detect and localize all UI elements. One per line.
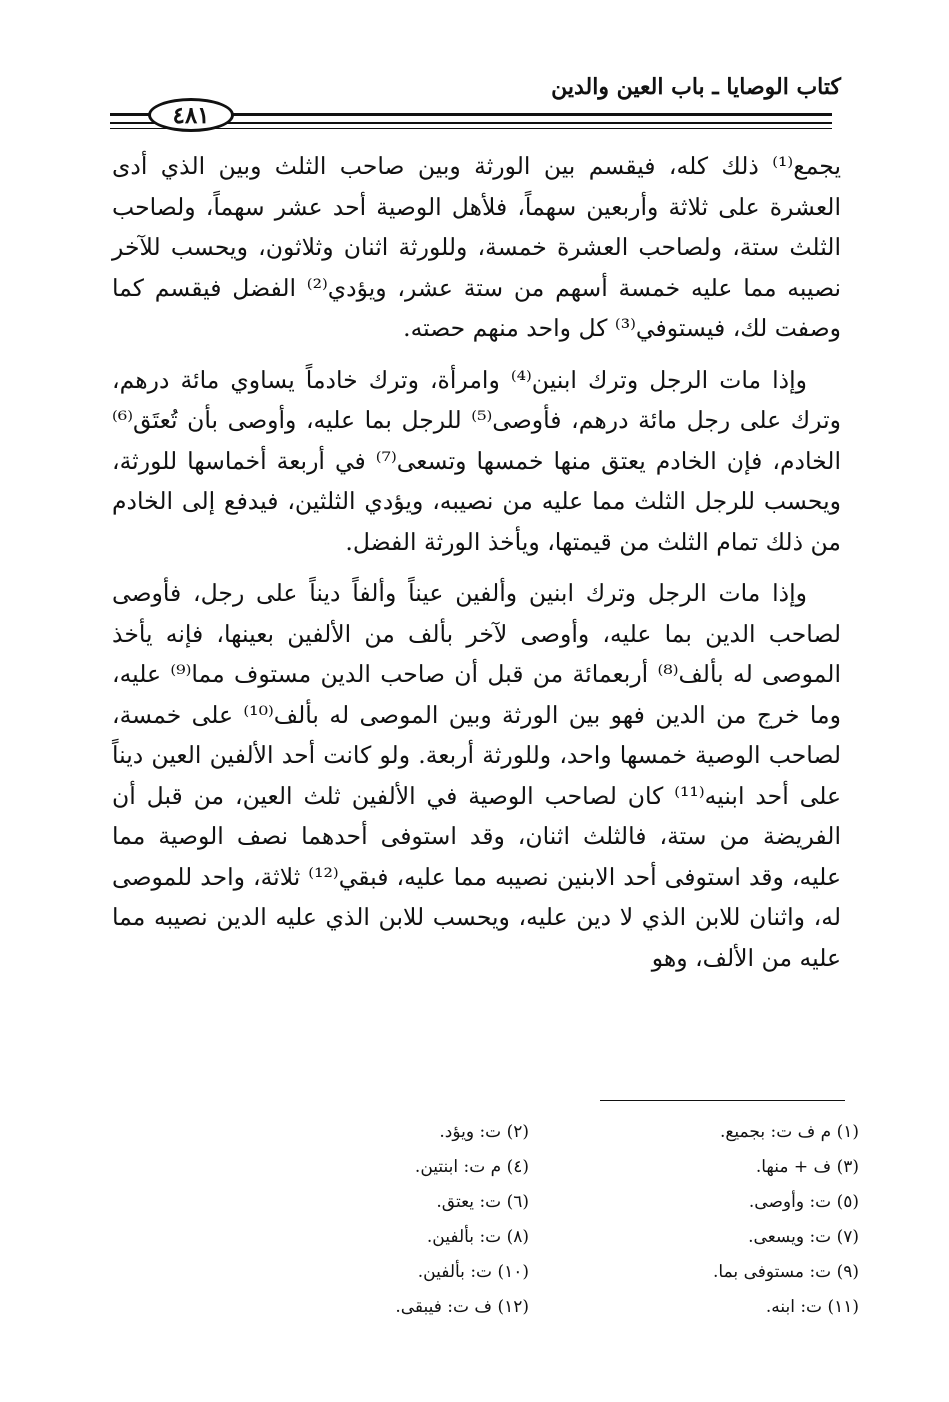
footnote-item: (٧) ت: ويسعى.	[748, 1227, 859, 1247]
page-number-badge	[148, 98, 234, 132]
footnote-item: (٢) ت: ويؤد.	[439, 1122, 529, 1142]
footnote-item: (١١) ت: ابنه.	[765, 1297, 859, 1317]
footnote-item: (٦) ت: يعتق.	[436, 1192, 529, 1212]
paragraph: وإذا مات الرجل وترك ابنين⁽⁴⁾ وامرأة، وترك خادماً يساوي مائة درهم، وترك على رجل مائة درهم، فأوصى⁽⁵⁾ للرجل بما عليه، وأوصى بأن تُعتَق⁽⁶⁾ الخادم، فإن الخادم يعتق منها خمسها وتسعى⁽⁷⁾ في أربعة أخماسها للورثة، ويحسب للرجل الثلث مما عليه من نصيبه، ويؤدي الثلثين، فيدفع إلى الخادم من ذلك تمام الثلث من قيمتها، ويأخذ الورثة الفضل.	[112, 365, 841, 556]
footnote-item: (١٢) ف ت: فيبقى.	[395, 1297, 529, 1317]
footnote-item: (٩) ت: مستوفى بما.	[713, 1262, 859, 1282]
footnote-item: (٥) ت: وأوصى.	[748, 1192, 859, 1212]
footnote-item: (٤) م ت: ابنتين.	[414, 1157, 529, 1177]
header-rule-thin	[110, 128, 832, 129]
page-number: ٤٨١	[172, 101, 210, 129]
footnote-item: (٣) ف + منها.	[755, 1157, 859, 1177]
footnote-item: (٨) ت: بألفين.	[426, 1227, 529, 1247]
main-text	[112, 146, 841, 989]
footnote-separator	[600, 1100, 845, 1101]
footnote-item: (١) م ف ت: بجميع.	[719, 1122, 859, 1142]
footnote-item: (١٠) ت: بألفين.	[417, 1262, 529, 1282]
footnotes	[290, 1116, 859, 1324]
running-header-title: كتاب الوصايا ـ باب العين والدين	[551, 74, 841, 100]
paragraph: وإذا مات الرجل وترك ابنين وألفين عيناً وألفاً ديناً على رجل، فأوصى لصاحب الدين بما عليه، وأوصى لآخر بألف من الألفين بعينها، فإنه يأخذ الموصى له بألف⁽⁸⁾ أربعمائة من قبل أن صاحب الدين مستوف مما⁽⁹⁾ عليه، وما خرج من الدين فهو بين الورثة وبين الموصى له بألف⁽¹⁰⁾ على خمسة، لصاحب الوصية خمسها واحد، وللورثة أربعة. ولو كانت أحد الألفين العين ديناً على أحد ابنيه⁽¹¹⁾ كان لصاحب الوصية في الألفين ثلث العين، من قبل أن الفريضة من ستة، فالثلث اثنان، وقد استوفى أحدهما نصف الوصية مما عليه، وقد استوفى أحد الابنين نصيبه مما عليه، فبقي⁽¹²⁾ ثلاثة، واحد للموصى له، واثنان للابن الذي لا دين عليه، ويحسب للابن الذي عليه الدين نصيبه مما عليه من الألف، وهو	[112, 579, 842, 972]
paragraph: يجمع⁽¹⁾ ذلك كله، فيقسم بين الورثة وبين صاحب الثلث وبين الذي أدى العشرة على ثلاثة وأربعين سهماً، فلأهل الوصية أحد عشر سهماً، ولصاحب الثلث ستة، ولصاحب العشرة خمسة، وللورثة اثنان وثلاثون، ويحسب للآخر نصيبه مما عليه خمسة أسهم من ستة عشر، ويؤدي⁽²⁾ الفضل فيقسم كما وصفت لك، فيستوفي⁽³⁾ كل واحد منهم حصته.	[112, 152, 841, 342]
